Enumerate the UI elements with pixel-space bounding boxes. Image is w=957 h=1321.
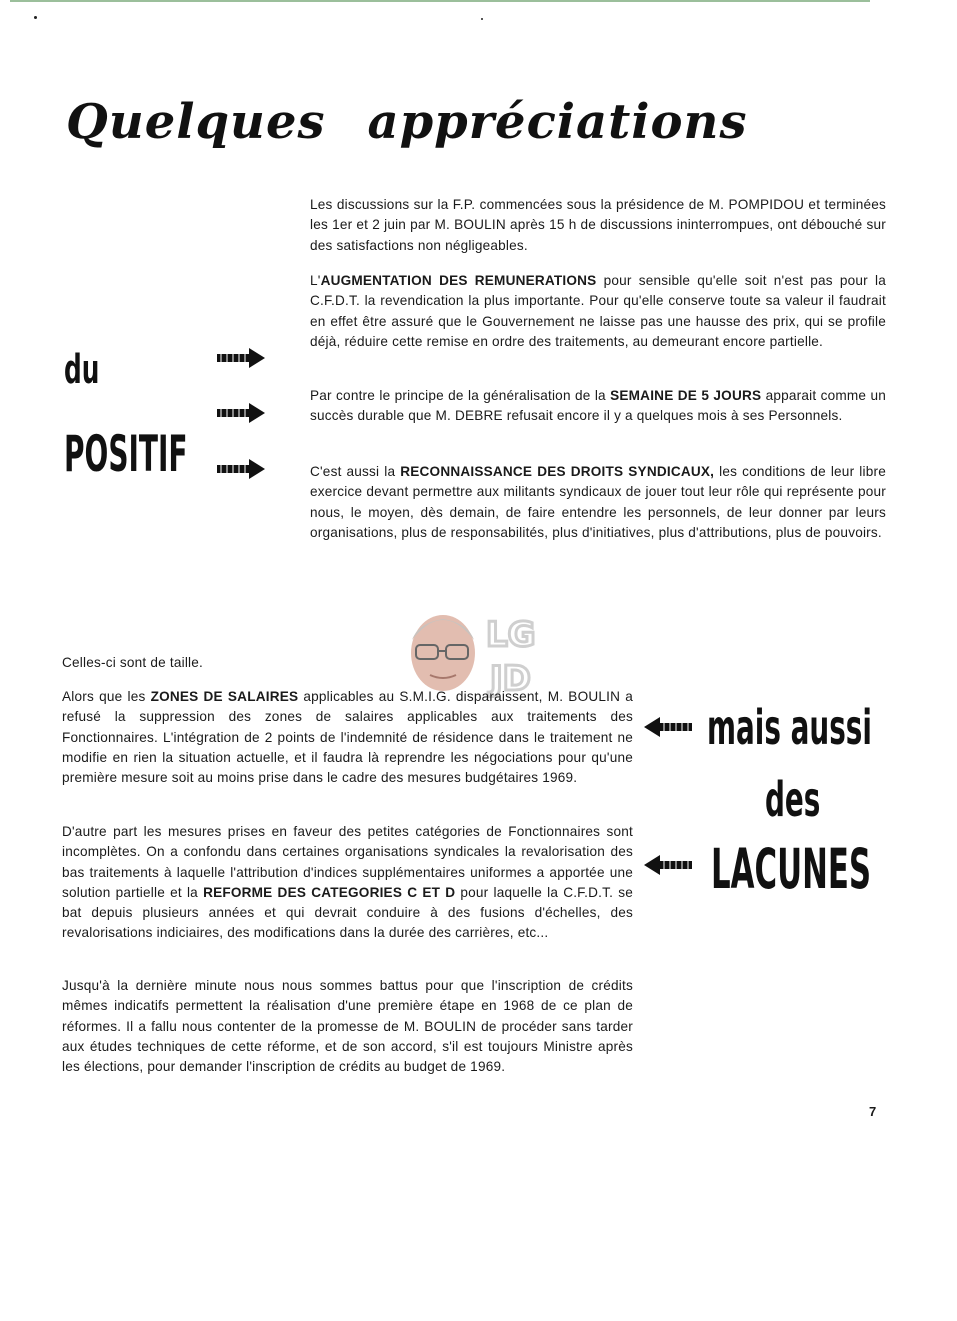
- text: Par contre le principe de la généralisation de la: [310, 388, 611, 403]
- arrow-right-icon: [217, 403, 267, 423]
- label-lacunes: LACUNES: [711, 837, 872, 901]
- scan-speck: [34, 16, 37, 19]
- lacunes-paragraph-2: [62, 822, 633, 944]
- text: pour sensible qu'elle soit n'est pas pour la C.F.D.T. la revendication la plus importante. Pour qu'elle conserve toute sa valeur il faudrait en effet être assuré que le Gouvernement ne laisse pas une hausse des prix, qui se profile déjà, réduire cette remise en ordre des traitements, au demeurant encore partielle.: [310, 273, 886, 349]
- lacunes-paragraph-1: [62, 687, 633, 788]
- text: apparait comme un succès durable que M. DEBRE refusait encore il y a quelques mois à ses Personnels.: [310, 388, 886, 424]
- text: C'est aussi la: [310, 464, 401, 479]
- arrow-left-icon: [642, 717, 692, 737]
- page-title: [66, 94, 747, 150]
- arrow-left-icon: [642, 855, 692, 875]
- title-word-2: appréciations: [367, 94, 748, 150]
- positif-paragraph-2: [310, 271, 886, 352]
- text: L': [310, 273, 321, 288]
- lacunes-paragraph-3: Jusqu'à la dernière minute nous nous sommes battus pour que l'inscription de crédits mêmes indicatifs permettent la réalisation d'une première étape en 1968 de ce plan de réformes. Il a fallu nous contenter de la promesse de M. BOULIN de procéder sans tarder aux études techniques de cette réforme, et de son accord, s'il est toujours Ministre après les élections, pour demander l'inscription de crédits au budget de 1969.: [62, 978, 633, 1075]
- emphasis: SEMAINE DE 5 JOURS: [610, 388, 762, 403]
- emphasis: AUGMENTATION DES REMUNERATIONS: [320, 273, 597, 288]
- label-positif: POSITIF: [64, 425, 188, 483]
- positif-paragraph-4: [310, 462, 886, 543]
- text: Alors que les: [62, 689, 151, 704]
- watermark-stamp: [480, 608, 555, 698]
- label-des: des: [765, 772, 821, 828]
- text: pour laquelle la C.F.D.T. se bat depuis plusieurs années et qui devrait conduire à des fusions d'échelles, des revalorisations indiciaires, des modifications dans la durée des carrières, etc...: [62, 884, 634, 941]
- portrait-photo: [398, 605, 488, 695]
- emphasis: ZONES DE SALAIRES: [150, 689, 299, 704]
- positif-paragraph-3: [310, 386, 886, 427]
- text: les conditions de leur libre exercice devant permettre aux militants syndicaux de jouer tout leur rôle qui représente pour nous, le moyen, dès demain, de faire entendre les personnels, de leur donner par leurs organisations, plus de responsabilités, plus d'initiatives, plus d'attributions, plus de pouvoirs.: [310, 464, 886, 540]
- arrow-right-icon: [217, 348, 267, 368]
- arrow-right-icon: [217, 459, 267, 479]
- watermark-line-2: JD: [490, 659, 531, 698]
- top-rule: [10, 0, 870, 2]
- title-word-1: Quelques: [66, 94, 326, 150]
- text: D'autre part les mesures prises en faveur des petites catégories de Fonctionnaires sont incomplètes. On a confondu dans certaines organisations syndicales la revalorisation des bas traitements à laquelle l'attribution d'indices supplémentaires uniformes a apportée une solution partielle et la: [62, 824, 633, 900]
- lacunes-intro: Celles-ci sont de taille.: [62, 655, 203, 670]
- label-du: du: [64, 347, 100, 393]
- watermark-line-1: LG: [486, 615, 536, 655]
- text: Les discussions sur la F.P. commencées sous la présidence de M. POMPIDOU et terminées les 1er et 2 juin par M. BOULIN après 15 h de discussions ininterrompues, ont débouché sur des satisfactions non négligeables.: [310, 197, 886, 253]
- label-mais-aussi: mais aussi: [707, 700, 872, 756]
- scan-speck: [481, 18, 483, 20]
- emphasis: REFORME DES CATEGORIES C ET D: [203, 884, 456, 900]
- emphasis: RECONNAISSANCE DES DROITS SYNDICAUX,: [400, 464, 715, 479]
- text: applicables au S.M.I.G. disparaissent, M. BOULIN a refusé la suppression des zones de salaires applicables aux traitements des Fonctionnaires. L'intégration de 2 points de l'indemnité de résidence dans le traitement ne modifie en rien la situation actuelle, et il faudra là reprendre les négociations pour qu'une première mesure soit au moins prise dans le cadre des mesures budgétaires 1969.: [62, 689, 633, 786]
- positif-paragraph-1: [310, 195, 886, 256]
- page-number: 7: [869, 1104, 877, 1119]
